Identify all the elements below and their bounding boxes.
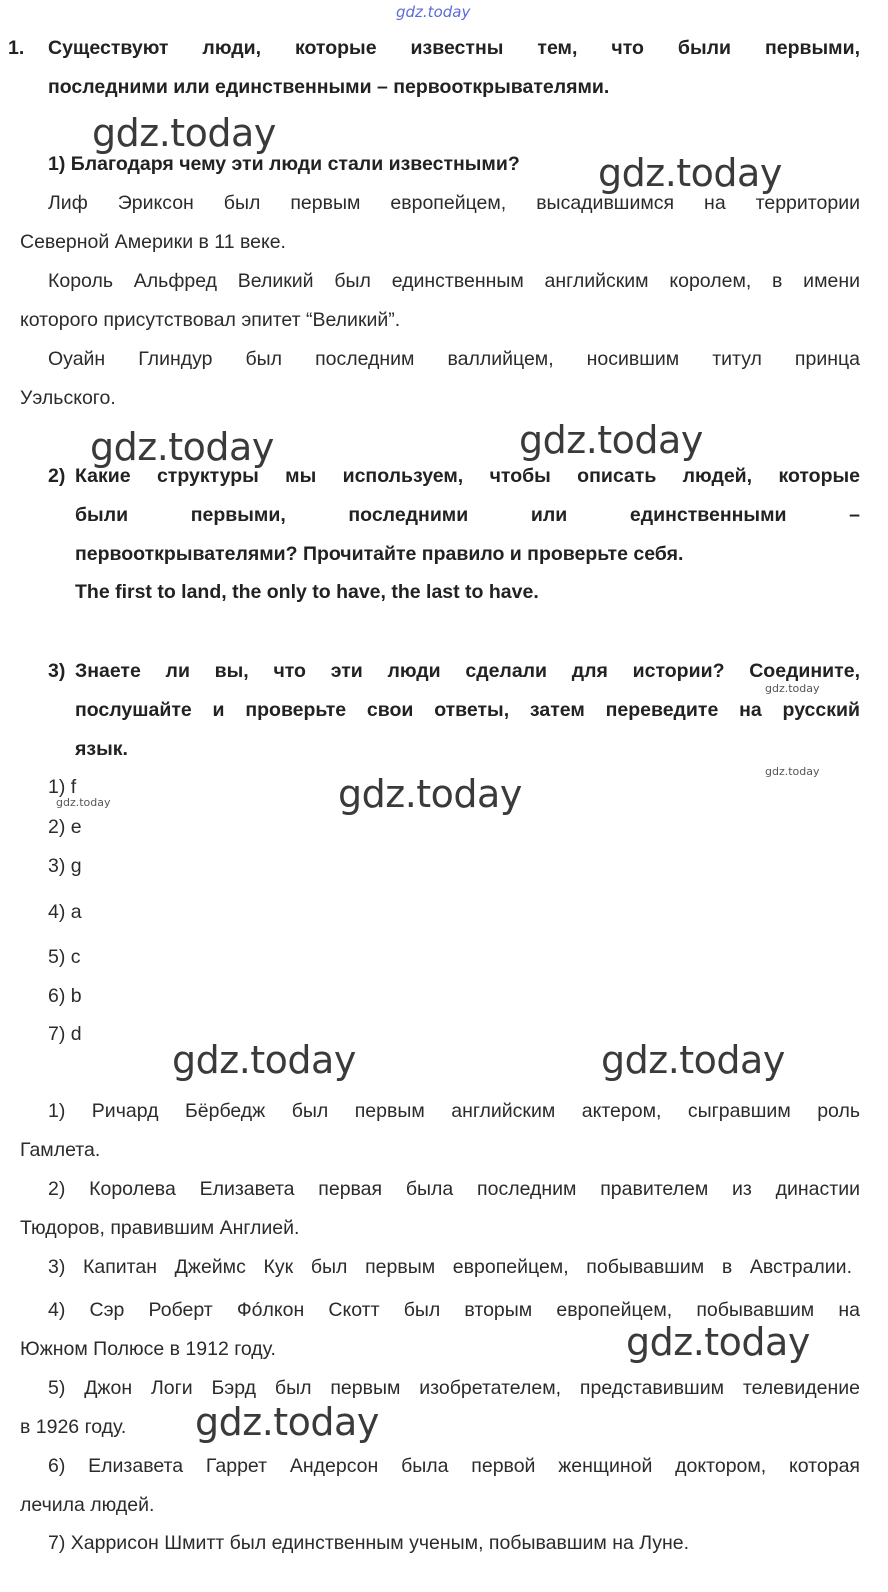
watermark: gdz.today: [338, 772, 522, 816]
translation-7-line1: 7) Харрисон Шмитт был единственным ученым, побывавшим на Луне.: [48, 1532, 690, 1554]
watermark: gdz.today: [519, 418, 703, 462]
q1-paragraph-2-line2: которого присутствовал эпитет “Великий”.: [20, 309, 401, 331]
watermark-small: gdz.today: [56, 796, 111, 809]
match-item: 4) a: [48, 901, 82, 923]
translation-4-line1: 4) Сэр Роберт Фóлкон Скотт был вторым европейцем, побывавшим на: [48, 1299, 860, 1321]
watermark: gdz.today: [90, 425, 274, 469]
watermark: gdz.today: [601, 1038, 785, 1082]
translation-6-line1: 6) Елизавета Гаррет Андерсон была первой женщиной доктором, которая: [48, 1455, 860, 1477]
q1-paragraph-1-line1: Лиф Эриксон был первым европейцем, высадившимся на территории: [48, 192, 860, 214]
watermark-top: gdz.today: [396, 3, 471, 21]
question-2-line2: были первыми, последними или единственными –: [75, 504, 860, 526]
watermark: gdz.today: [598, 151, 782, 195]
translation-1-line2: Гамлета.: [20, 1139, 101, 1161]
match-item: 1) f: [48, 776, 77, 798]
question-2-answer: The first to land, the only to have, the last to have.: [75, 581, 539, 603]
match-item: 2) e: [48, 816, 82, 838]
translation-1-line1: 1) Ричард Бёрбедж был первым английским актером, сыгравшим роль: [48, 1100, 860, 1122]
question-3-line3: язык.: [75, 738, 128, 760]
watermark-small: gdz.today: [765, 682, 820, 695]
question-1: 1) Благодаря чему эти люди стали известными?: [48, 153, 520, 175]
q1-paragraph-3-line2: Уэльского.: [20, 387, 116, 409]
task-title-line1: Существуют люди, которые известны тем, что были первыми,: [48, 37, 860, 59]
task-number: 1.: [8, 37, 25, 59]
watermark: gdz.today: [626, 1320, 810, 1364]
question-3-line2: послушайте и проверьте свои ответы, затем переведите на русский: [75, 699, 860, 721]
translation-2-line2: Тюдоров, правившим Англией.: [20, 1217, 300, 1239]
question-2-number: 2): [48, 465, 66, 487]
q1-paragraph-2-line1: Король Альфред Великий был единственным английским королем, в имени: [48, 270, 860, 292]
question-3-line1: Знаете ли вы, что эти люди сделали для истории? Соедините,: [75, 660, 860, 682]
watermark: gdz.today: [172, 1038, 356, 1082]
watermark-small: gdz.today: [765, 765, 820, 778]
watermark: gdz.today: [195, 1400, 379, 1444]
q1-paragraph-1-line2: Северной Америки в 11 веке.: [20, 231, 286, 253]
translation-2-line1: 2) Королева Елизавета первая была последним правителем из династии: [48, 1178, 860, 1200]
translation-6-line2: лечила людей.: [20, 1494, 155, 1516]
match-item: 7) d: [48, 1023, 82, 1045]
question-2-line3: первооткрывателями? Прочитайте правило и проверьте себя.: [75, 543, 684, 565]
translation-5-line2: в 1926 году.: [20, 1416, 127, 1438]
match-item: 5) c: [48, 946, 81, 968]
watermark: gdz.today: [92, 111, 276, 155]
translation-4-line2: Южном Полюсе в 1912 году.: [20, 1338, 276, 1360]
question-2-line1: Какие структуры мы используем, чтобы описать людей, которые: [75, 465, 860, 487]
translation-3-line1: 3) Капитан Джеймс Кук был первым европейцем, побывавшим в Австралии.: [48, 1256, 852, 1278]
match-item: 6) b: [48, 985, 82, 1007]
q1-paragraph-3-line1: Оуайн Глиндур был последним валлийцем, носившим титул принца: [48, 348, 860, 370]
task-title-line2: последними или единственными – первооткрывателями.: [48, 76, 610, 98]
match-item: 3) g: [48, 855, 82, 877]
translation-5-line1: 5) Джон Логи Бэрд был первым изобретателем, представившим телевидение: [48, 1377, 860, 1399]
question-3-number: 3): [48, 660, 66, 682]
